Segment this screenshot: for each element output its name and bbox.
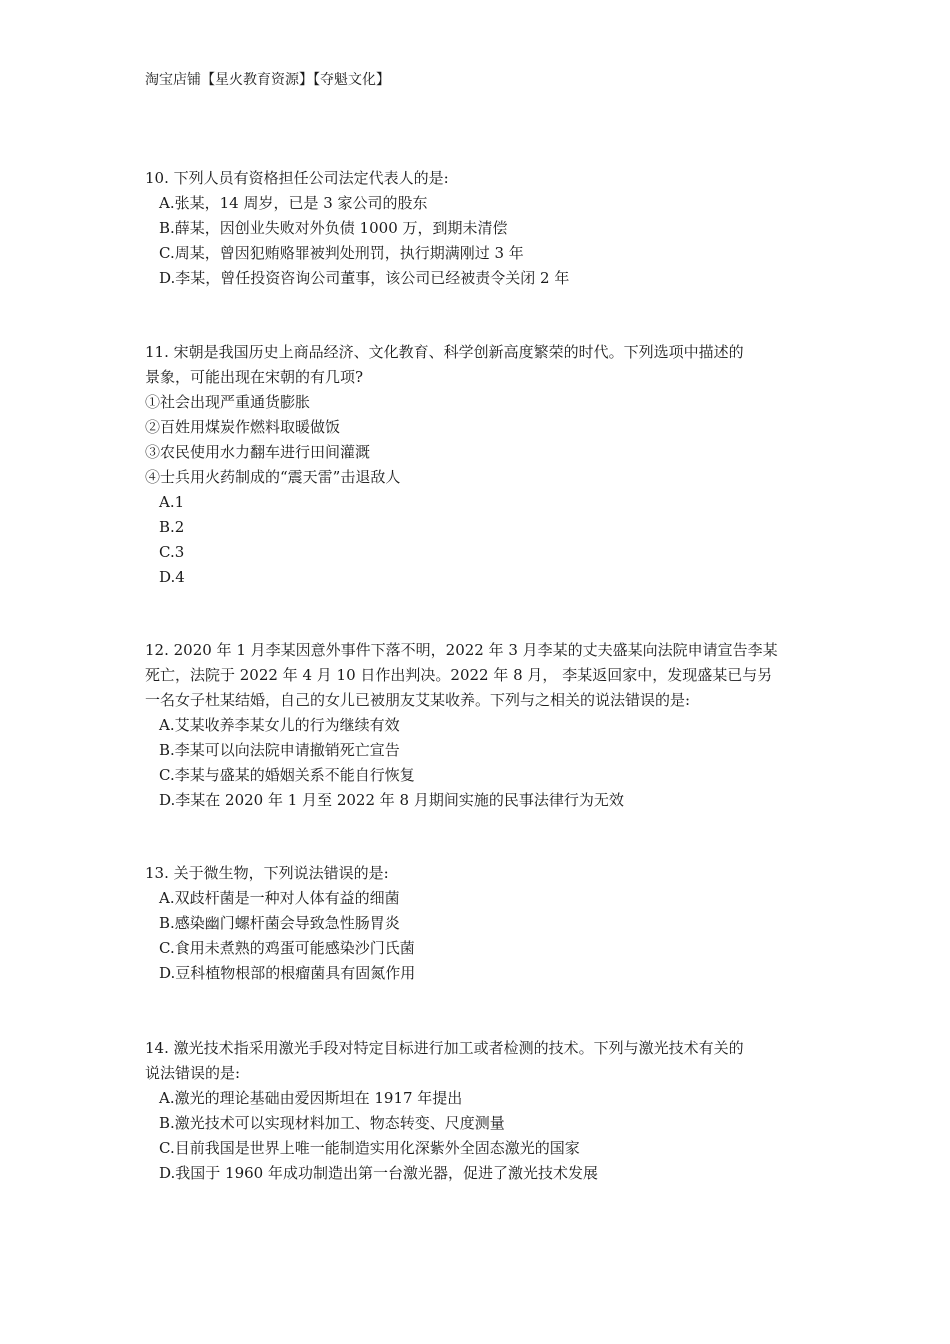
question-14: [145, 1036, 810, 1186]
option-b: B.激光技术可以实现材料加工、物态转变、尺度测量: [159, 1114, 505, 1132]
option-a: A.张某，14 周岁，已是 3 家公司的股东: [159, 194, 428, 212]
option-c: C.周某，曾因犯贿赂罪被判处刑罚，执行期满刚过 3 年: [159, 244, 524, 262]
question-12: [145, 638, 810, 813]
option-a: A.激光的理论基础由爱因斯坦在 1917 年提出: [159, 1089, 463, 1107]
statement-4: ④士兵用火药制成的“震天雷”击退敌人: [145, 468, 401, 486]
question-stem: 14. 激光技术指采用激光手段对特定目标进行加工或者检测的技术。下列与激光技术有关的: [145, 1039, 744, 1057]
statement-3: ③农民使用水力翻车进行田间灌溉: [145, 443, 371, 461]
option-b: B.感染幽门螺杆菌会导致急性肠胃炎: [159, 914, 400, 932]
question-11: [145, 340, 810, 590]
question-stem: 11. 宋朝是我国历史上商品经济、文化教育、科学创新高度繁荣的时代。下列选项中描述的: [145, 343, 744, 361]
option-d: D.我国于 1960 年成功制造出第一台激光器，促进了激光技术发展: [159, 1164, 598, 1182]
option-c: C.目前我国是世界上唯一能制造实用化深紫外全固态激光的国家: [159, 1139, 580, 1157]
option-d: D.4: [159, 568, 185, 586]
option-d: D.李某，曾任投资咨询公司董事，该公司已经被责令关闭 2 年: [159, 269, 570, 287]
question-stem: 说法错误的是:: [145, 1064, 241, 1082]
shop-header: 淘宝店铺【星火教育资源】【夺魁文化】: [145, 72, 390, 88]
question-stem: 13. 关于微生物，下列说法错误的是:: [145, 864, 389, 882]
question-13: [145, 861, 810, 986]
question-stem: 一名女子杜某结婚，自己的女儿已被朋友艾某收养。下列与之相关的说法错误的是:: [145, 691, 691, 709]
question-stem: 10. 下列人员有资格担任公司法定代表人的是:: [145, 169, 449, 187]
option-d: D.豆科植物根部的根瘤菌具有固氮作用: [159, 964, 416, 982]
option-d: D.李某在 2020 年 1 月至 2022 年 8 月期间实施的民事法律行为无效: [159, 791, 624, 809]
option-c: C.李某与盛某的婚姻关系不能自行恢复: [159, 766, 415, 784]
option-a: A.艾某收养李某女儿的行为继续有效: [159, 716, 400, 734]
option-b: B.2: [159, 518, 185, 536]
question-stem: 景象，可能出现在宋朝的有几项?: [145, 368, 364, 386]
statement-1: ①社会出现严重通货膨胀: [145, 393, 311, 411]
question-10: [145, 166, 810, 291]
option-c: C.3: [159, 543, 185, 561]
option-a: A.双歧杆菌是一种对人体有益的细菌: [159, 889, 400, 907]
option-b: B.李某可以向法院申请撤销死亡宣告: [159, 741, 400, 759]
option-c: C.食用未煮熟的鸡蛋可能感染沙门氏菌: [159, 939, 415, 957]
statement-2: ②百姓用煤炭作燃料取暖做饭: [145, 418, 341, 436]
option-a: A.1: [159, 493, 185, 511]
option-b: B.薛某，因创业失败对外负债 1000 万，到期未清偿: [159, 219, 508, 237]
question-stem: 12. 2020 年 1 月李某因意外事件下落不明，2022 年 3 月李某的丈夫盛某向法院申请宣告李某: [145, 641, 778, 659]
question-stem: 死亡，法院于 2022 年 4 月 10 日作出判决。2022 年 8 月， 李某返回家中，发现盛某已与另: [145, 666, 773, 684]
